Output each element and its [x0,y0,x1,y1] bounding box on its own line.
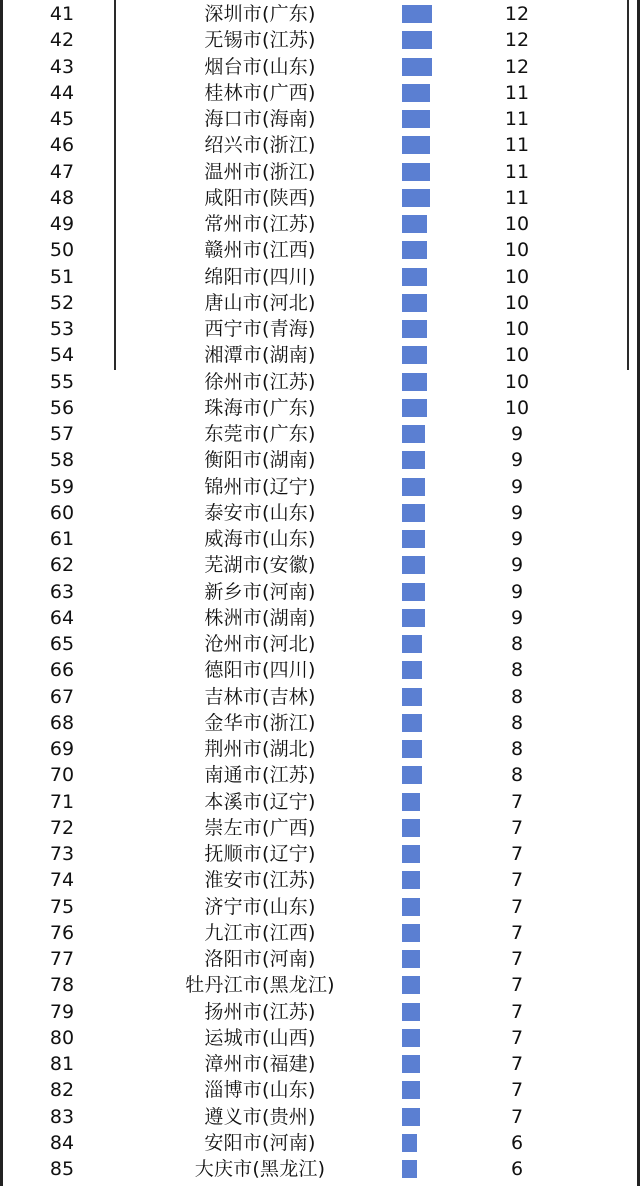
value-cell: 9 [510,606,524,629]
city-cell: 崇左市(广西) [204,816,316,839]
rank-cell: 72 [49,816,75,839]
value-cell: 11 [504,81,530,104]
city-cell: 洛阳市(河南) [204,948,316,970]
table-row [0,894,640,920]
city-cell: 荆州市(湖北) [204,738,316,760]
value-cell: 12 [504,55,530,78]
rank-cell: 59 [49,475,75,498]
value-bar [402,819,420,837]
value-cell: 8 [510,633,524,655]
table-row [0,605,640,631]
city-cell: 唐山市(河北) [204,291,316,314]
value-cell: 9 [510,580,524,603]
table-row [0,106,640,132]
city-cell: 威海市(山东) [204,528,316,550]
value-bar [402,241,427,259]
city-cell: 无锡市(江苏) [204,29,316,52]
rank-cell: 65 [49,633,75,655]
city-cell: 淄博市(山东) [204,1079,316,1102]
city-cell: 沧州市(河北) [204,633,316,655]
table-row [0,54,640,80]
city-cell: 泰安市(山东) [204,501,316,524]
rank-cell: 57 [49,423,75,445]
city-cell: 徐州市(江苏) [204,370,316,393]
table-row [0,999,640,1025]
value-bar [402,609,425,627]
rank-cell: 56 [49,396,75,419]
city-cell: 九江市(江西) [204,921,316,944]
value-cell: 7 [510,816,524,839]
value-bar [402,110,430,128]
value-cell: 7 [510,1026,524,1049]
rank-cell: 79 [49,1000,75,1023]
value-bar [402,1055,420,1073]
value-cell: 7 [510,974,524,997]
rank-cell: 73 [49,843,75,865]
city-cell: 大庆市(黑龙江) [194,1158,326,1180]
table-row [0,972,640,998]
value-bar [402,1160,417,1178]
table-row [0,447,640,473]
value-cell: 8 [510,738,524,760]
rank-cell: 58 [49,449,75,472]
table-row [0,27,640,53]
table-row [0,159,640,185]
table-row [0,946,640,972]
value-cell: 12 [504,29,530,52]
value-cell: 10 [504,318,530,340]
value-bar [402,1134,417,1152]
value-bar [402,688,422,706]
rank-cell: 46 [49,134,75,157]
city-cell: 运城市(山西) [204,1026,316,1049]
city-cell: 新乡市(河南) [204,580,316,603]
city-cell: 漳州市(福建) [204,1053,316,1075]
city-cell: 赣州市(江西) [204,239,316,262]
table-row [0,290,640,316]
table-row [0,185,640,211]
city-cell: 遵义市(贵州) [204,1105,316,1128]
value-cell: 10 [504,396,530,419]
value-cell: 9 [510,475,524,498]
value-cell: 10 [504,370,530,393]
value-bar [402,845,420,863]
city-cell: 金华市(浙江) [204,711,316,734]
rank-cell: 77 [49,948,75,970]
rank-cell: 51 [49,265,75,288]
value-cell: 10 [504,291,530,314]
city-cell: 安阳市(河南) [204,1131,316,1154]
value-bar [402,740,422,758]
city-cell: 南通市(江苏) [204,764,316,787]
table-row [0,841,640,867]
rank-cell: 76 [49,921,75,944]
city-cell: 淮安市(江苏) [204,869,316,892]
table-row [0,736,640,762]
value-cell: 7 [510,1053,524,1075]
city-cell: 咸阳市(陕西) [204,186,316,209]
rank-cell: 85 [49,1158,75,1180]
value-bar [402,268,427,286]
table-row [0,500,640,526]
value-bar [402,583,425,601]
value-bar [402,399,427,417]
city-cell: 扬州市(江苏) [204,1000,316,1023]
city-cell: 西宁市(青海) [204,318,316,340]
rank-cell: 74 [49,869,75,892]
city-cell: 湘潭市(湖南) [204,344,316,367]
city-cell: 绵阳市(四川) [204,265,316,288]
rank-cell: 48 [49,186,75,209]
rank-cell: 80 [49,1026,75,1049]
city-cell: 牡丹江市(黑龙江) [185,974,335,997]
rank-cell: 54 [49,344,75,367]
rank-cell: 68 [49,711,75,734]
city-cell: 德阳市(四川) [204,659,316,682]
value-bar [402,635,422,653]
city-cell: 株洲市(湖南) [204,606,316,629]
value-bar [402,58,432,76]
value-cell: 9 [510,501,524,524]
table-row [0,132,640,158]
table-row [0,211,640,237]
value-bar [402,950,420,968]
rank-cell: 63 [49,580,75,603]
table-row [0,789,640,815]
rank-cell: 53 [49,318,75,340]
table-row [0,264,640,290]
rank-cell: 61 [49,528,75,550]
table-row [0,579,640,605]
table-row [0,369,640,395]
city-cell: 深圳市(广东) [204,3,316,25]
table-row [0,1156,640,1182]
value-cell: 7 [510,869,524,892]
value-cell: 6 [510,1131,524,1154]
value-cell: 11 [504,108,530,130]
value-bar [402,924,420,942]
value-bar [402,31,432,49]
rank-cell: 55 [49,370,75,393]
rank-cell: 44 [49,81,75,104]
value-bar [402,1003,420,1021]
table-row [0,1,640,27]
city-cell: 锦州市(辽宁) [204,475,316,498]
rank-cell: 43 [49,55,75,78]
value-cell: 8 [510,764,524,787]
value-cell: 7 [510,1105,524,1128]
value-bar [402,766,422,784]
city-cell: 吉林市(吉林) [204,685,316,708]
value-bar [402,373,427,391]
rank-cell: 70 [49,764,75,787]
value-bar [402,556,425,574]
table-row [0,867,640,893]
value-cell: 10 [504,213,530,235]
value-cell: 7 [510,790,524,813]
table-row [0,762,640,788]
value-cell: 9 [510,449,524,472]
value-bar [402,661,422,679]
value-bar [402,504,425,522]
value-bar [402,84,430,102]
value-bar [402,1108,420,1126]
value-cell: 10 [504,239,530,262]
rank-cell: 42 [49,29,75,52]
value-cell: 6 [510,1158,524,1180]
city-cell: 珠海市(广东) [204,396,316,419]
rank-cell: 52 [49,291,75,314]
value-bar [402,294,427,312]
city-cell: 常州市(江苏) [204,213,316,235]
value-bar [402,478,425,496]
value-bar [402,871,420,889]
city-cell: 烟台市(山东) [204,55,316,78]
value-bar [402,5,432,23]
rank-cell: 81 [49,1053,75,1075]
table-row [0,710,640,736]
table-row [0,237,640,263]
table-row [0,526,640,552]
value-cell: 9 [510,554,524,577]
value-bar [402,976,420,994]
value-cell: 7 [510,843,524,865]
value-bar [402,320,427,338]
table-row [0,1104,640,1130]
table-row [0,657,640,683]
rank-cell: 83 [49,1105,75,1128]
city-cell: 济宁市(山东) [204,895,316,918]
value-bar [402,1081,420,1099]
rank-cell: 47 [49,160,75,183]
city-cell: 本溪市(辽宁) [204,790,316,813]
rank-cell: 50 [49,239,75,262]
rank-cell: 75 [49,895,75,918]
value-cell: 8 [510,685,524,708]
table-row [0,421,640,447]
value-cell: 11 [504,134,530,157]
rank-cell: 41 [49,3,75,25]
table-row [0,316,640,342]
value-cell: 7 [510,921,524,944]
value-cell: 9 [510,528,524,550]
value-cell: 8 [510,659,524,682]
table-row [0,631,640,657]
city-cell: 东莞市(广东) [204,423,316,445]
rank-cell: 60 [49,501,75,524]
value-cell: 7 [510,1000,524,1023]
value-cell: 12 [504,3,530,25]
rank-cell: 78 [49,974,75,997]
city-cell: 温州市(浙江) [204,160,316,183]
value-bar [402,898,420,916]
city-cell: 抚顺市(辽宁) [204,843,316,865]
rank-cell: 71 [49,790,75,813]
city-cell: 桂林市(广西) [204,81,316,104]
value-bar [402,425,425,443]
table-row [0,552,640,578]
value-bar [402,1029,420,1047]
value-cell: 7 [510,948,524,970]
table-row [0,815,640,841]
city-cell: 绍兴市(浙江) [204,134,316,157]
table-row [0,1025,640,1051]
table-row [0,342,640,368]
table-row [0,920,640,946]
rank-cell: 64 [49,606,75,629]
value-cell: 8 [510,711,524,734]
value-bar [402,215,427,233]
rank-cell: 62 [49,554,75,577]
value-bar [402,793,420,811]
value-cell: 11 [504,160,530,183]
value-bar [402,530,425,548]
value-cell: 7 [510,895,524,918]
value-bar [402,714,422,732]
value-bar [402,163,430,181]
rank-cell: 67 [49,685,75,708]
value-cell: 10 [504,265,530,288]
rank-cell: 69 [49,738,75,760]
table-row [0,395,640,421]
city-cell: 衡阳市(湖南) [204,449,316,472]
value-bar [402,451,425,469]
value-cell: 10 [504,344,530,367]
table-row [0,474,640,500]
table-row [0,684,640,710]
value-cell: 11 [504,186,530,209]
value-bar [402,189,430,207]
rank-cell: 45 [49,108,75,130]
value-bar [402,136,430,154]
city-cell: 芜湖市(安徽) [204,554,316,577]
value-cell: 7 [510,1079,524,1102]
value-bar [402,346,427,364]
table-row [0,1077,640,1103]
rank-cell: 84 [49,1131,75,1154]
value-cell: 9 [510,423,524,445]
rank-cell: 82 [49,1079,75,1102]
table-row [0,80,640,106]
rank-cell: 49 [49,213,75,235]
city-cell: 海口市(海南) [204,108,316,130]
table-row [0,1051,640,1077]
rank-cell: 66 [49,659,75,682]
table-row [0,1130,640,1156]
